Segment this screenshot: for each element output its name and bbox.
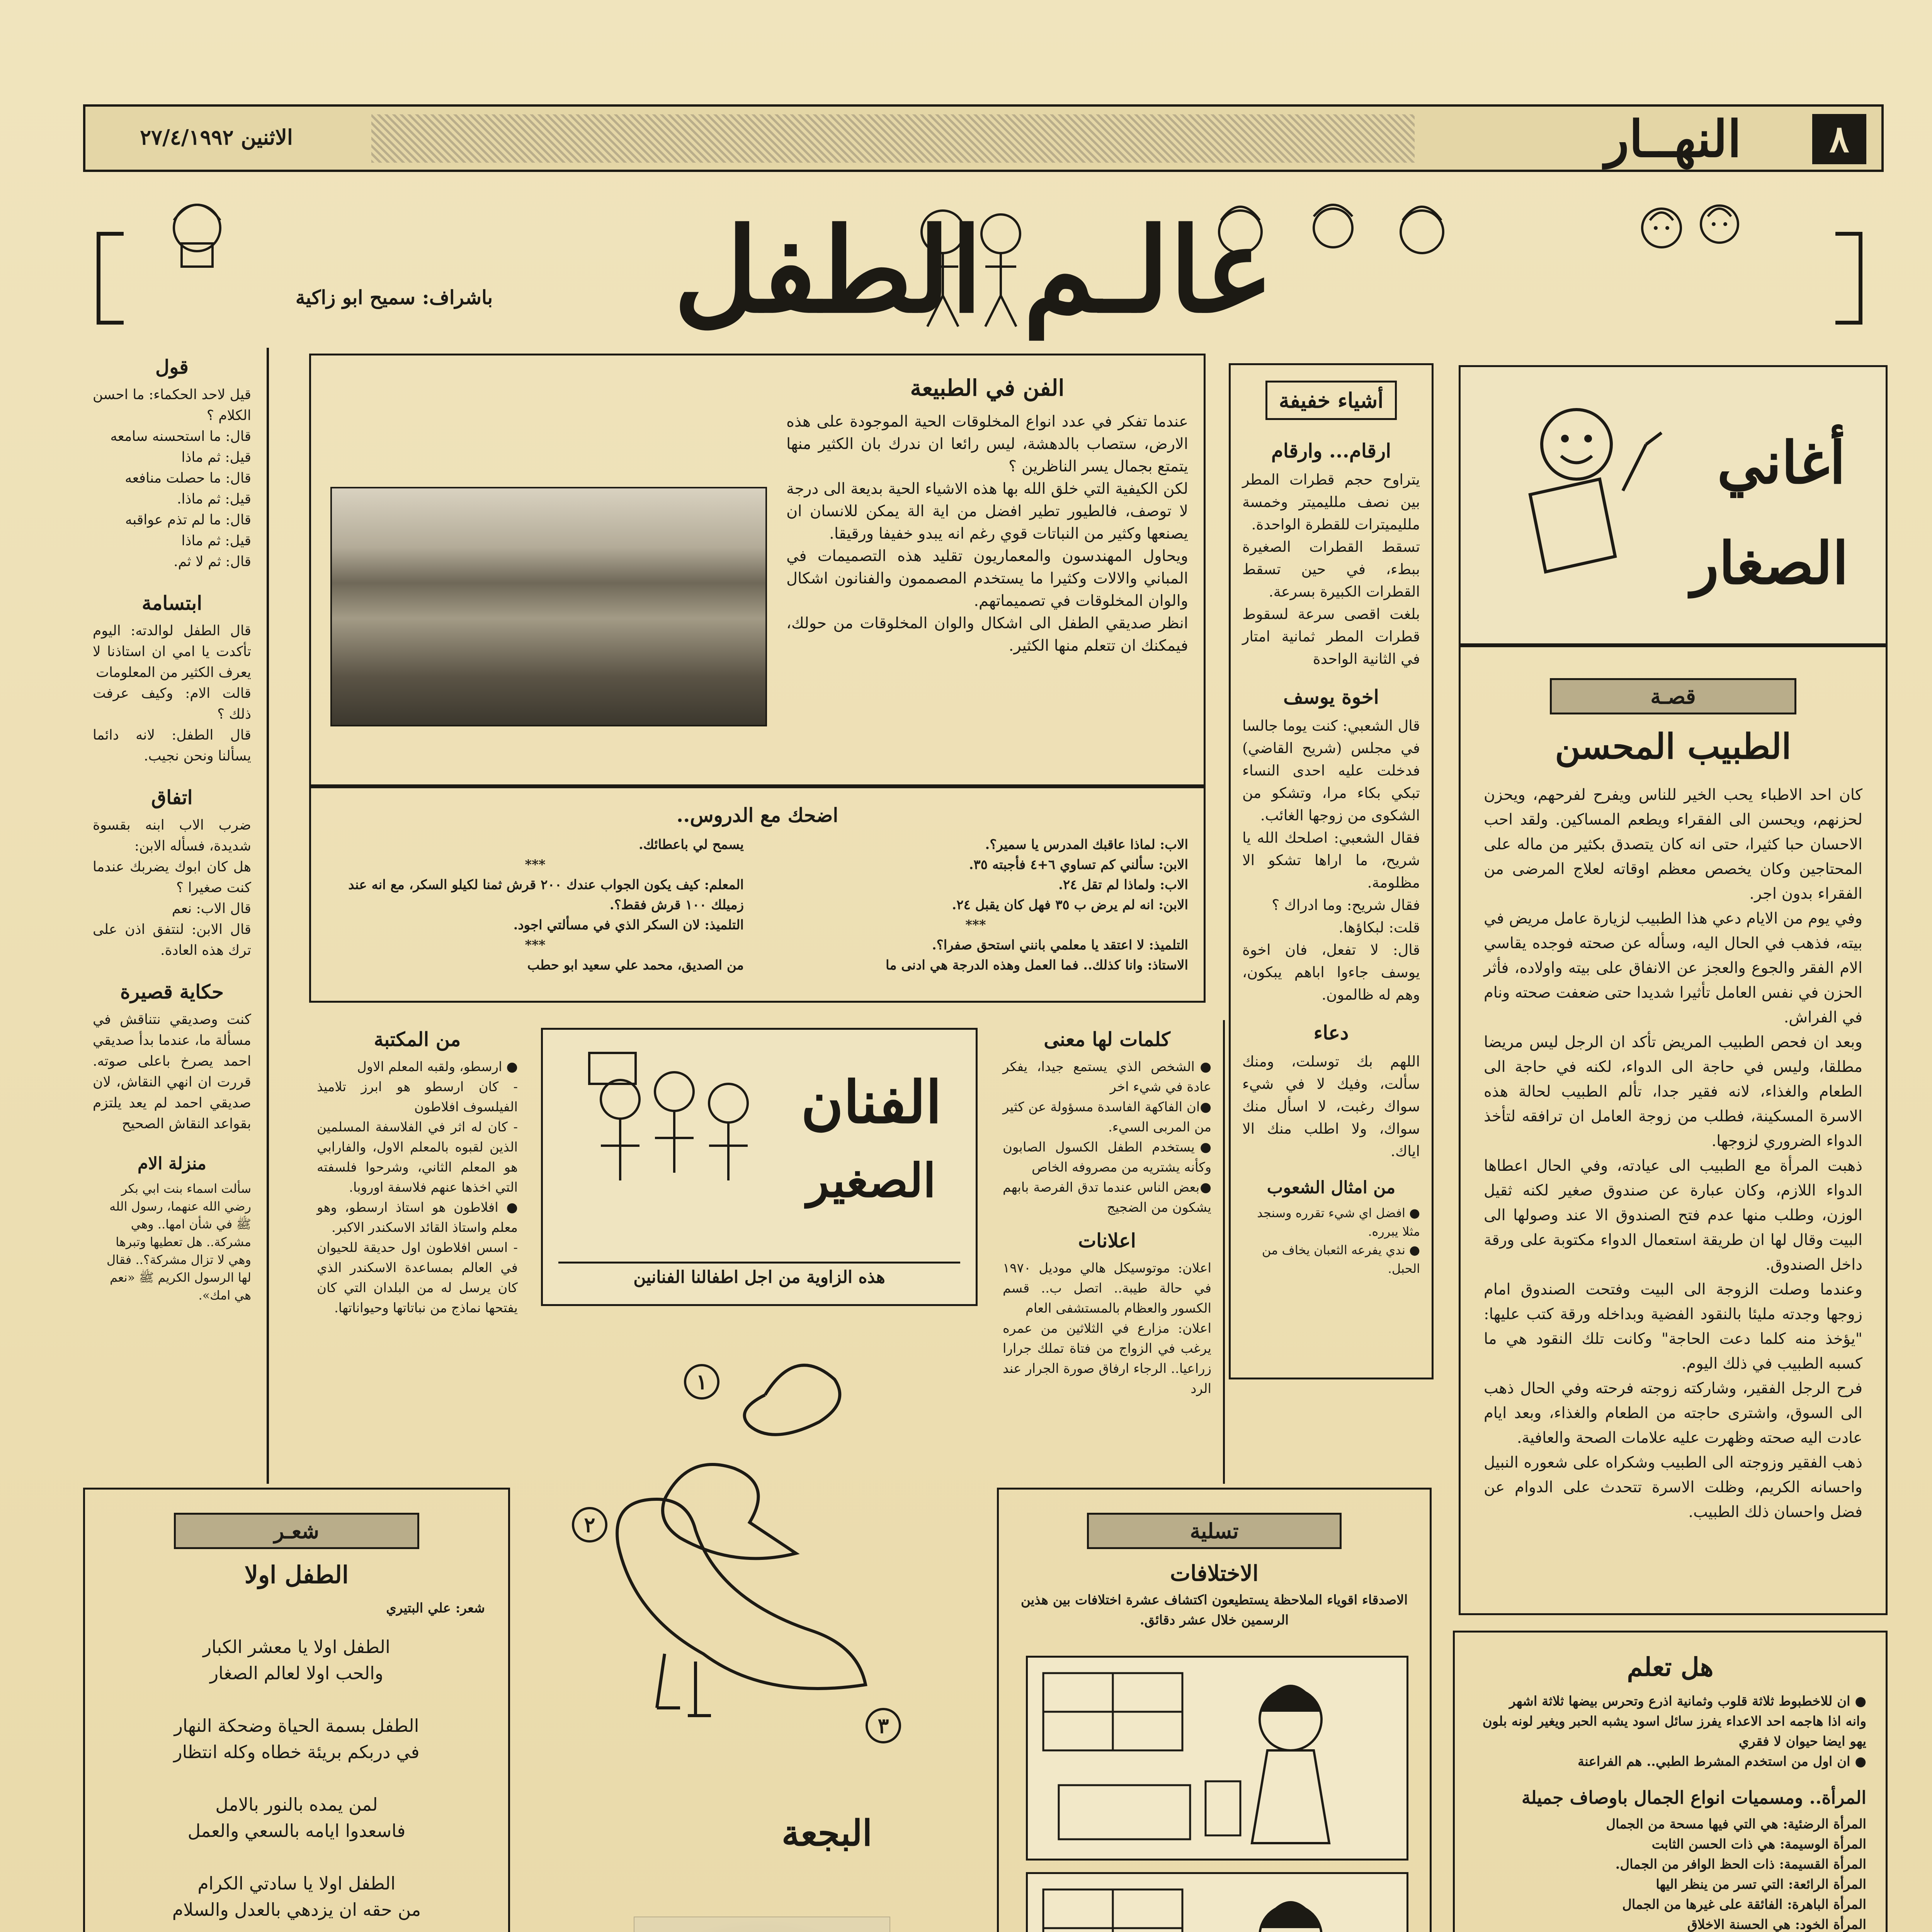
pelican-caption: البجعة — [781, 1812, 872, 1854]
spot-difference-image-2 — [1026, 1872, 1408, 1932]
joke-line-3: الاب: ولماذا لم تقل ٢٤. — [1058, 877, 1188, 893]
pelican-step-2: ٢ — [572, 1507, 607, 1543]
pelican-step-3: ٣ — [866, 1708, 901, 1743]
joke-line-11: التلميذ: لان السكر الذي في مسألتي اجود. — [513, 917, 744, 933]
art-nature-title: الفن في الطبيعة — [910, 375, 1065, 401]
children-drawing-center — [896, 197, 1043, 336]
desert-landscape-photo — [330, 487, 767, 726]
agreement-title: اتفاق — [151, 786, 193, 809]
smile-title: ابتسامة — [141, 592, 202, 614]
art-nature-body: عندما تفكر في عدد انواع المخلوقات الحية الموجودة على هذه الارض، ستصاب بالدهشة، ليس رائعا ان ندرك بان الكثير منها يتمتع بجمال يسر الناظرين ؟ لكن الكيفية التي خلق الله بها هذه الاشياء الحية بديعة الى درجة لا توصف، فالطيور تطير افضل من اية الة يمكن للانسان ان يصنعها وكثير من النباتات قوي رغم انه يبدو خفيفا ورقيقا. ويحاول المهندسون والمعماريون تقليد هذه التصميمات في المباني والالات وكثيرا ما يستخدم المصممون والفنانون اشكال والوان المخلوقات في تصميماتهم. انظر صديقي الطفل الى اشكال والوان المخلوقات من حولك، فيمكنك ان تتعلم منها الكثير. — [786, 413, 1188, 655]
young-artist-tagline: هذه الزاوية من اجل اطفالنا الفنانين — [558, 1262, 960, 1298]
pelican-step-1: ١ — [684, 1364, 719, 1400]
did-you-know-item-1: ● ان للاخطبوط ثلاثة قلوب وثمانية اذرع وتحرس بيضها ثلاثة اشهر — [1509, 1694, 1866, 1709]
songs-logo-text-2: الصغار — [1691, 529, 1849, 597]
spot-difference-image-1 — [1026, 1656, 1408, 1861]
entertainment-body: الاصدقاء اقوياء الملاحظة يستطيعون اكتشاف عشرة اختلافات بين هذين الرسمين خلال عشر دقائق. — [1020, 1592, 1408, 1628]
masthead-hatch — [371, 114, 1415, 163]
young-artist-logo-2: الصغير — [806, 1153, 936, 1208]
numbers-body: يتراوح حجم قطرات المطر بين نصف ملليميتر وخمسة ملليميترات للقطرة الواحدة. تسقط القطرات الصغيرة ببطء، في حين تسقط القطرات الكبيرة بسرعة. بلغت اقصى سرعة لسقوط قطرات المطر ثمانية امتار في الثانية الواحدة — [1242, 471, 1420, 667]
pelican-drawing — [549, 1337, 974, 1739]
section-title: عالـم الطفل — [673, 202, 1274, 338]
say-title: قول — [155, 355, 189, 378]
brotherhood-body: قال الشعبي: كنت يوما جالسا في مجلس (شريح القاضي) فدخلت عليه احدى النساء تبكي بكاء مرا، وتشكو من الشكوى من زوجها الغائب. فقال الشعبي: اصلحك الله يا شريح، ما اراها تشكو الا مظلومة. فقال شريح: وما ادراك ؟ قلت: لبكاؤها. قال: لا تفعل، فان اخوة يوسف جاءوا اباهم يبكون، وهم له ظالمون. — [1242, 717, 1420, 1003]
proverbs-title: من امثال الشعوب — [1267, 1178, 1396, 1197]
women-name-1: المرأة الرضئية: هي التي فيها مسحة من الجمال — [1606, 1816, 1866, 1832]
short-story-title: حكاية قصيرة — [120, 980, 224, 1003]
numbers-title: ارقام... وارقام — [1271, 439, 1391, 462]
ads-body: اعلان: موتوسيكل هالي موديل ١٩٧٠ في حالة طيبة.. اتصل ب.. قسم الكسور والعظام بالمستشفى العام اعلان: مزارع في الثلاثين من عمره يرغب في الزواج من فتاة تملك جرارا زراعيا.. الرجاء ارفاق صورة الجرار عند الرد — [1003, 1260, 1211, 1396]
pelican-sketch-image — [634, 1917, 890, 1932]
supervisor-credit: باشراف: سميح ابو زاكية — [295, 286, 493, 309]
paper-name: النهــار — [1605, 109, 1742, 168]
women-name-3: المرأة القسيمة: ذات الحظ الوافر من الجمال. — [1615, 1857, 1866, 1872]
poem-stanzas: الطفل اولا يا معشر الكبار والحب اولا لعالم الصغار الطفل بسمة الحياة وضحكة النهار في دربكم بريئة خطاه وكله انتظار لمن يمده بالنور بالامل فاسعدوا ايامه بالسعي والعمل الطفل اولا يا سادتي الكرام من حقه ان يزدهي بالعدل والسلام — [172, 1636, 421, 1920]
library-box — [309, 1020, 526, 1515]
story-body: كان احد الاطباء يحب الخير للناس ويفرح لفرحهم، ويحزن لحزنهم، ويحسن الى الفقراء ويطعم المساكين. ولقد احب الاحسان حبا كثيرا، حتى انه كان يتصدق بكثير من ماله على المحتاجين وكان يخصص معظم اوقاته لعلاج المرضى من الفقراء بدون اجر. وفي يوم من الايام دعي هذا الطبيب لزيارة عامل مريض في بيته، فذهب في الحال اليه، وسأله عن صحته فوجده يقاسي الام الفقر والجوع والعجز عن الانفاق على بيته واولاده، فأثر الحزن في نفس العامل تأثيرا شديدا حتى ضعفت صحته ونام في الفراش. وبعد ان فحص الطبيب المريض تأكد ان الرجل ليس مريضا مطلقا، وليس في حاجة الى الدواء، لكنه في حاجة الى الطعام والغذاء، لانه فقير جدا، تألم الطبيب لحالة هذه الاسرة المسكينة، فطلب من زوجة العامل ان ترافقه لتأخذ الدواء الضروري لزوجها. ذهبت المرأة مع الطبيب الى عيادته، وفي الحال اعطاها الدواء اللازم، وكان عبارة عن صندوق صغير لكنه ثقيل الوزن، وطلب منها عدم فتح الصندوق الا عند وصولها الى البيت وقال لها ان طريقة استعمال الدواء مكتوبة على ورقة داخل الصندوق. وعندما وصلت الزوجة الى البيت وفتحت الصندوق امام زوجها وجدته مليئا بالنقود الفضية وبداخله ورقة كتب عليها: "يؤخذ منه كلما دعت الحاجة" وكانت تلك النقود هي ما كسبه الطبيب في ذلك اليوم. فرح الرجل الفقير، وشاركته زوجته فرحته وفي الحال ذهب الى السوق، واشترى حاجته من الطعام والغذاء، وبعد ايام عادت اليه صحته وظهرت عليه علامات الصحة والعافية. ذهب الفقير وزوجته الى الطبيب وشكراه على شعوره النبيل واحسانه الكريم، وظلت الاسرة تتحدث على الدوام عن فضل واحسان ذلك الطبيب. — [1484, 786, 1862, 1521]
light-things-box — [1229, 363, 1434, 1379]
did-you-know-title: هل تعلم — [1627, 1652, 1714, 1682]
story-box — [1459, 645, 1888, 1615]
left-column-divider — [267, 348, 269, 1484]
art-nature-text — [786, 375, 1188, 657]
women-name-4: المرأة الرائعة: التي تسر من ينظر اليها — [1656, 1877, 1866, 1892]
joke-line-8: يسمح لي باعطائك. — [638, 837, 744, 852]
prayer-title: دعاء — [1313, 1021, 1349, 1044]
library-body: ● ارسطو، ولقبه المعلم الاول - كان ارسطو هو ابرز تلاميذ الفيلسوف افلاطون - كان له اثر في الفلاسفة المسلمين الذين لقبوه بالمعلم الاول، والفارابي هو المعلم الثاني، وشرحوا فلسفته التي اخذها عنهم فلاسفة اوروبا. ● افلاطون هو استاذ ارسطو، وهو معلم واستاذ القائد الاسكندر الاكبر. - اسس افلاطون اول حديقة للحيوان في العالم بمساعدة الاسكندر الذي كان يرسل له من البلدان التي كان يفتحها نماذج من نباتاتها وحيواناتها. — [317, 1059, 518, 1316]
jokes-box — [309, 786, 1206, 1003]
joke-line-2: الابن: سألني كم تساوي ٦+٤ فأجبته ٣٥. — [969, 857, 1188, 872]
poem-label: شعـر — [174, 1513, 419, 1549]
page-number: ٨ — [1812, 114, 1866, 164]
did-you-know-item-3: ● ان اول من استخدم المشرط الطبي.. هم الفراعنة — [1578, 1754, 1866, 1769]
say-body: قيل لاحد الحكماء: ما احسن الكلام ؟ قال: ما استحسنه سامعه قيل: ثم ماذا قال: ما حصلت منافعه قيل: ثم ماذا. قال: ما لم تذم عواقبه قيل: ثم ماذا قال: ثم لا ثم. — [93, 387, 251, 570]
children-drawing-left — [147, 185, 247, 270]
poem-title: الطفل اولا — [244, 1561, 349, 1589]
did-you-know-box — [1453, 1631, 1888, 1932]
library-title: من المكتبة — [374, 1028, 461, 1051]
young-artist-box — [541, 1028, 978, 1306]
women-name-5: المرأة الباهرة: الفائقة على غيرها من الجمال — [1622, 1897, 1866, 1912]
smile-body: قال الطفل لوالدته: اليوم تأكدت يا امي ان استاذنا لا يعرف الكثير من المعلومات قالت الام: وكيف عرفت ذلك ؟ قال الطفل: لانه دائما يسألنا ونحن نجيب. — [93, 623, 251, 764]
children-drawing-right — [1627, 189, 1766, 267]
women-names-title: المرأة.. ومسميات انواع الجمال باوصاف جميلة — [1521, 1787, 1866, 1808]
joke-line-13: من الصديق، محمد علي سعيد ابو حطب — [527, 957, 744, 973]
left-column-box — [83, 348, 261, 1484]
story-label: قصـة — [1550, 678, 1796, 714]
story-title: الطبيب المحسن — [1555, 726, 1791, 767]
women-name-2: المرأة الوسيمة: هي ذات الحسن الثابت — [1651, 1837, 1866, 1852]
joke-line-7: الاستاذ: وانا كذلك.. فما العمل وهذه الدرجة هي ادنى ما — [885, 957, 1188, 973]
light-things-label: أشياء خفيفة — [1265, 381, 1397, 420]
issue-date: الاثنين ٢٧/٤/١٩٩٢ — [140, 125, 293, 150]
short-story-body: كنت وصديقي نتناقش في مسألة ما، عندما بدأ صديقي احمد يصرخ باعلى صوته. قررت ان انهي النقاش، لان صديقي احمد لم يعد يلتزم بقواعد النقاش الصحيح — [93, 1012, 251, 1132]
section-banner-bracket-right — [1835, 232, 1862, 325]
young-artist-logo-1: الفنان — [801, 1068, 942, 1136]
joke-line-5: *** — [965, 917, 986, 933]
jokes-left-column — [327, 835, 744, 975]
joke-line-1: الاب: لماذا عاقبك المدرس يا سمير؟. — [985, 837, 1188, 852]
ads-title: اعلانات — [1078, 1229, 1136, 1252]
children-drawing-center-right — [1194, 189, 1464, 274]
poem-author: شعر: علي البتيري — [386, 1600, 485, 1616]
prayer-body: اللهم بك توسلت، ومنك سألت، وفيك لا في شيء سواك رغبت، لا اسأل منك سواك، ولا اطلب منك الا اياك. — [1242, 1053, 1420, 1160]
joke-line-4: الابن: انه لم يرض ب ٣٥ فهل كان يقبل ٢٤. — [952, 897, 1188, 913]
jokes-right-column — [763, 835, 1188, 975]
words-box — [995, 1020, 1219, 1515]
entertainment-title: الاختلافات — [1170, 1561, 1259, 1586]
women-name-6: المرأة الخود: هي الحسنة الاخلاق — [1687, 1917, 1866, 1932]
words-body: ●الشخص الذي يستمع جيدا، يفكر عادة في شيء اخر ●ان الفاكهة الفاسدة مسؤولة عن كثير من المربى السيء. ●يستخدم الطفل الكسول الصابون وكأنه يشتريه من مصروفه الخاص ●بعض الناس عندما تدق الفرصة بابهم يشكون من الضجيج — [1003, 1059, 1211, 1215]
proverbs-body: ● افضل اي شيء تقرره وسنجد مثلا يبرره. ● ندي يفرعه الثعبان يخاف من الحبل. — [1257, 1206, 1420, 1276]
agreement-body: ضرب الاب ابنه بقسوة شديدة، فسأله الابن: هل كان ابوك يضربك عندما كنت صغيرا ؟ قال الاب: نعم قال الابن: لنتفق اذن على ترك هذه العادة. — [93, 817, 251, 958]
poem-box — [83, 1488, 510, 1932]
joke-line-6: التلميذ: لا اعتقد يا معلمي بانني استحق صفرا؟. — [932, 937, 1188, 953]
joke-line-10: المعلم: كيف يكون الجواب عندك ٢٠٠ قرش ثمنا لكيلو السكر، مع انه عند زميلك ١٠٠ قرش فقط؟. — [348, 877, 744, 913]
joke-line-12: *** — [525, 937, 546, 953]
section-banner-bracket-left — [97, 232, 124, 325]
joke-line-9: *** — [525, 857, 546, 872]
entertainment-label: تسلية — [1087, 1513, 1342, 1549]
jokes-title: اضحك مع الدروس.. — [676, 804, 838, 827]
did-you-know-item-2: وانه اذا هاجمه احد الاعداء يفرز سائل اسود يشبه الحبر ويغير لونه بلون يهو ايضا حيوان لا فقري — [1482, 1714, 1866, 1749]
mother-status-body: سألت اسماء بنت ابي بكر رضي الله عنهما، رسول الله ﷺ في شأن امها.. وهي مشركة.. هل تعطيها وتبرها وهي لا تزال مشركة؟.. فقال لها الرسول الكريم ﷺ «نعم هي امك». — [106, 1181, 251, 1303]
middle-divider — [1223, 1020, 1225, 1484]
songs-logo-box — [1459, 365, 1888, 645]
mother-status-title: منزلة الام — [138, 1154, 206, 1173]
art-nature-box — [309, 354, 1206, 786]
songs-logo-text-1: أغاني — [1717, 429, 1846, 497]
words-title: كلمات لها معنى — [1044, 1028, 1170, 1051]
entertainment-box — [997, 1488, 1432, 1932]
young-artist-drawing — [543, 1030, 976, 1262]
brotherhood-title: اخوة يوسف — [1283, 685, 1379, 708]
